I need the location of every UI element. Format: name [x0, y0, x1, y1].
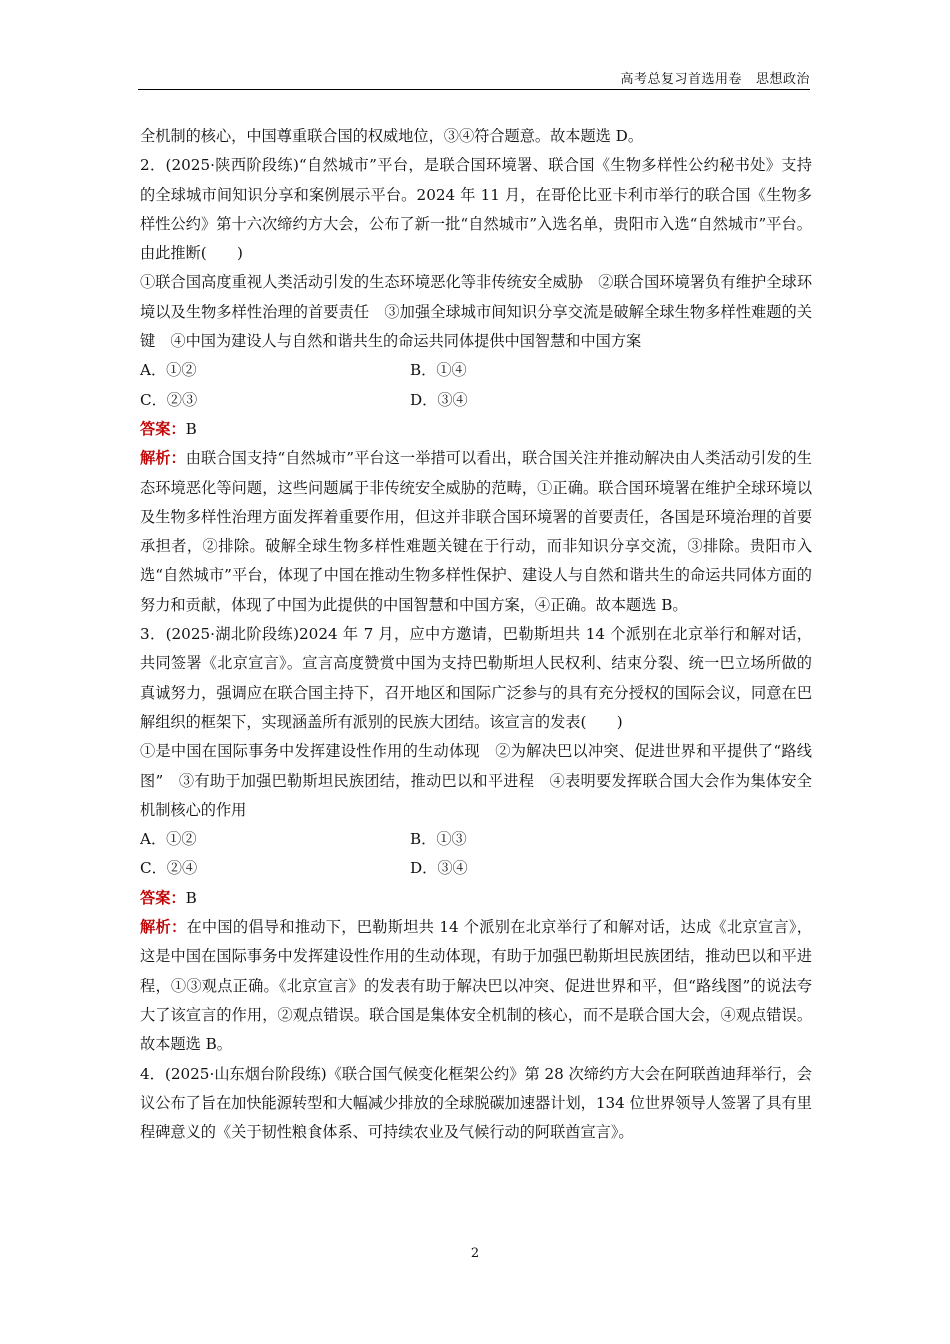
header-rule [138, 89, 810, 90]
analysis-label: 解析： [140, 918, 187, 937]
q3-options-row-1 [140, 825, 812, 854]
q2-analysis [140, 444, 812, 620]
running-header [620, 68, 810, 87]
q2-answer-value: B [185, 419, 197, 438]
analysis-label: 解析： [140, 449, 186, 468]
q2-option-d: D．③④ [410, 390, 468, 409]
q3-stem: 3．(2025·湖北阶段练)2024 年 7 月，应中方邀请，巴勒斯坦共 14 个派别在北京举行和解对话，共同签署《北京宣言》。宣言高度赞赏中国为支持巴勒斯坦人民权利、结束分裂、统一巴立场所做的真诚努力，强调应在联合国主持下，召开地区和国际广泛参与的具有充分授权的国际会议，同意在巴解组织的框架下，实现涵盖所有派别的民族大团结。该宣言的发表( ) [140, 625, 812, 731]
q3-statements: ①是中国在国际事务中发挥建设性作用的生动体现 ②为解决巴以冲突、促进世界和平提供了“路线图” ③有助于加强巴勒斯坦民族团结，推动巴以和平进程 ④表明要发挥联合国大会作为集体安全机制核心的作用 [140, 742, 812, 819]
q2-answer [140, 415, 812, 444]
q3-option-d: D．③④ [410, 859, 468, 878]
q3-answer-value: B [185, 888, 197, 907]
q3-option-a: A．①② [140, 830, 197, 849]
q4-stem: 4．(2025·山东烟台阶段练)《联合国气候变化框架公约》第 28 次缔约方大会在阿联酋迪拜举行，会议公布了旨在加快能源转型和大幅减少排放的全球脱碳加速器计划，134 位世界领导人签署了具有里程碑意义的《关于韧性粮食体系、可持续农业及气候行动的阿联酋宣言》。 [140, 1064, 812, 1142]
header-book-title: 高考总复习首选用卷 [620, 72, 742, 87]
previous-analysis-continuation: 全机制的核心，中国尊重联合国的权威地位，③④符合题意。故本题选 D。 [140, 127, 644, 145]
q3-answer [140, 884, 812, 913]
q2-analysis-text: 由联合国支持“自然城市”平台这一举措可以看出，联合国关注并推动解决由人类活动引发的生态环境恶化等问题，这些问题属于非传统安全威胁的范畴，①正确。联合国环境署在维护全球环境以及生物多样性治理方面发挥着重要作用，但这并非联合国环境署的首要责任，各国是环境治理的首要承担者，②排除。破解全球生物多样性难题关键在于行动，而非知识分享交流，③排除。贵阳市入选“自然城市”平台，体现了中国在推动生物多样性保护、建设人与自然和谐共生的命运共同体方面的努力和贡献，体现了中国为此提供的中国智慧和中国方案，④正确。故本题选 B。 [140, 449, 812, 614]
page-content [140, 122, 812, 1147]
q2-option-c: C．②③ [140, 390, 198, 409]
q3-analysis [140, 913, 812, 1059]
q2-option-b: B．①④ [410, 361, 467, 380]
answer-label: 答案： [140, 888, 186, 907]
q2-option-a: A．①② [140, 361, 197, 380]
q3-option-b: B．①③ [410, 830, 467, 849]
answer-label: 答案： [140, 419, 186, 438]
q2-statements: ①联合国高度重视人类活动引发的生态环境恶化等非传统安全威胁 ②联合国环境署负有维护全球环境以及生物多样性治理的首要责任 ③加强全球城市间知识分享交流是破解全球生物多样性难题的关键 ④中国为建设人与自然和谐共生的命运共同体提供中国智慧和中国方案 [140, 273, 812, 351]
q2-options-row-1 [140, 356, 812, 385]
q3-options-row-2 [140, 854, 812, 883]
header-subject: 思想政治 [755, 72, 810, 87]
q2-stem: 2．(2025·陕西阶段练)“自然城市”平台，是联合国环境署、联合国《生物多样性公约秘书处》支持的全球城市间知识分享和案例展示平台。2024 年 11 月，在哥伦比亚卡利市举行的联合国《生物多样性公约》第十六次缔约方大会，公布了新一批“自然城市”入选名单，贵阳市入选“自然城市”平台。由此推断( ) [140, 156, 812, 263]
q3-analysis-text: 在中国的倡导和推动下，巴勒斯坦共 14 个派别在北京举行了和解对话，达成《北京宣言》，这是中国在国际事务中发挥建设性作用的生动体现，有助于加强巴勒斯坦民族团结，推动巴以和平进程，①③观点正确。《北京宣言》的发表有助于解决巴以冲突、促进世界和平，但“路线图”的说法夸大了该宣言的作用，②观点错误。联合国是集体安全机制的核心，而不是联合国大会，④观点错误。故本题选 B。 [140, 918, 812, 1054]
q3-option-c: C．②④ [140, 859, 198, 878]
q2-options-row-2 [140, 386, 812, 415]
page-number: 2 [470, 1246, 480, 1261]
